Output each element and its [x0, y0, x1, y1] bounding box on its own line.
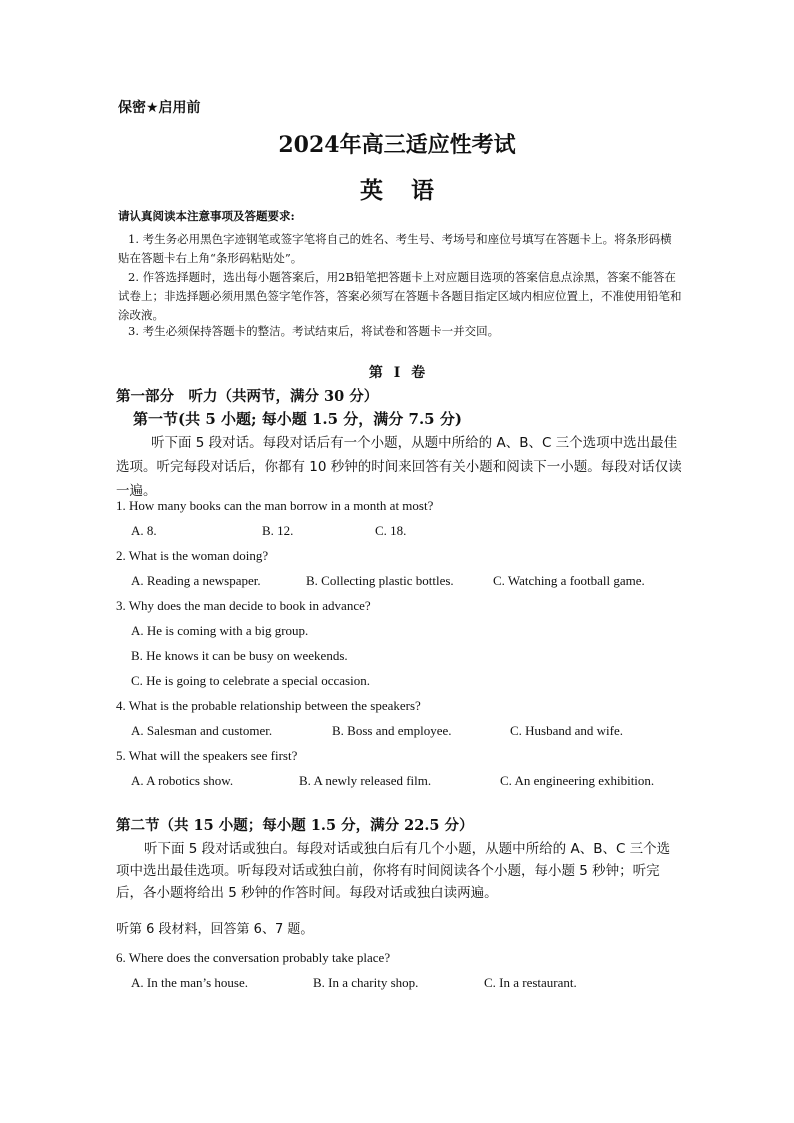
option-b: B. He knows it can be busy on weekends.	[131, 648, 348, 663]
option-a: A. Reading a newspaper.	[131, 573, 261, 588]
notice-item: 2. 作答选择题时，选出每小题答案后，用2B铅笔把答题卡上对应题目选项的答案信息点涂黑，答案不能答在试卷上；非选择题必须用黑色签字笔作答，答案必须写在答题卡各题目指定区域内相应位置上，不准使用铅笔和涂改液。	[118, 270, 682, 322]
option-b: B. In a charity shop.	[313, 975, 419, 990]
option-a: A. Salesman and customer.	[131, 723, 273, 738]
question-stem: 4. What is the probable relationship between the speakers?	[116, 698, 421, 713]
confidential-label: 保密★启用前	[118, 100, 201, 116]
option-a: A. A robotics show.	[131, 773, 234, 788]
question-stem: 1. How many books can the man borrow in a month at most?	[116, 498, 434, 513]
volume-label: 第 Ⅰ 卷	[368, 365, 426, 381]
option-a: A. In the man’s house.	[131, 975, 248, 990]
notice-heading: 请认真阅读本注意事项及答题要求:	[118, 209, 295, 223]
option-b: B. A newly released film.	[299, 773, 432, 788]
question-stem: 6. Where does the conversation probably take place?	[116, 950, 391, 965]
option-c: C. Watching a football game.	[493, 573, 645, 588]
section2-instructions: 听下面 5 段对话或独白。每段对话或独白后有几个小题，从题中所给的 A、B、C 三个选项中选出最佳选项。听每段对话或独白前，你将有时间阅读各个小题，每小题 5 秒钟；听完后，各小题将给出 5 秒钟的作答时间。每段对话或独白读两遍。	[116, 841, 671, 901]
question-stem: 2. What is the woman doing?	[116, 548, 269, 563]
option-c: C. He is going to celebrate a special occasion.	[131, 673, 370, 688]
option-a: A. 8.	[131, 523, 157, 538]
notice-item: 3. 考生必须保持答题卡的整洁。考试结束后，将试卷和答题卡一并交回。	[128, 324, 500, 338]
part1-title: 第一部分 听力（共两节，满分 30 分）	[116, 388, 379, 405]
section2-title: 第二节（共 15 小题；每小题 1.5 分，满分 22.5 分）	[116, 817, 474, 834]
option-a: A. He is coming with a big group.	[131, 623, 309, 638]
option-c: C. In a restaurant.	[484, 975, 577, 990]
subject-title: 英语	[360, 177, 462, 204]
exam-title: 2024年高三适应性考试	[278, 132, 516, 158]
question-stem: 3. Why does the man decide to book in advance?	[116, 598, 371, 613]
option-b: B. Collecting plastic bottles.	[306, 573, 454, 588]
notice-item: 1. 考生务必用黑色字迹钢笔或签字笔将自己的姓名、考生号、考场号和座位号填写在答题卡上。将条形码横贴在答题卡右上角“条形码粘贴处”。	[118, 232, 672, 265]
option-b: B. Boss and employee.	[332, 723, 452, 738]
option-b: B. 12.	[262, 523, 294, 538]
listen-note: 听第 6 段材料，回答第 6、7 题。	[116, 922, 314, 937]
option-c: C. An engineering exhibition.	[500, 773, 655, 788]
option-c: C. Husband and wife.	[510, 723, 624, 738]
section1-instructions: 听下面 5 段对话。每段对话后有一个小题，从题中所给的 A、B、C 三个选项中选出最佳选项。听完每段对话后，你都有 10 秒钟的时间来回答有关小题和阅读下一小题。每段对话仅读一遍。	[116, 435, 682, 499]
option-c: C. 18.	[375, 523, 407, 538]
question-stem: 5. What will the speakers see first?	[116, 748, 298, 763]
section1-title: 第一节(共 5 小题; 每小题 1.5 分，满分 7.5 分)	[133, 410, 462, 428]
